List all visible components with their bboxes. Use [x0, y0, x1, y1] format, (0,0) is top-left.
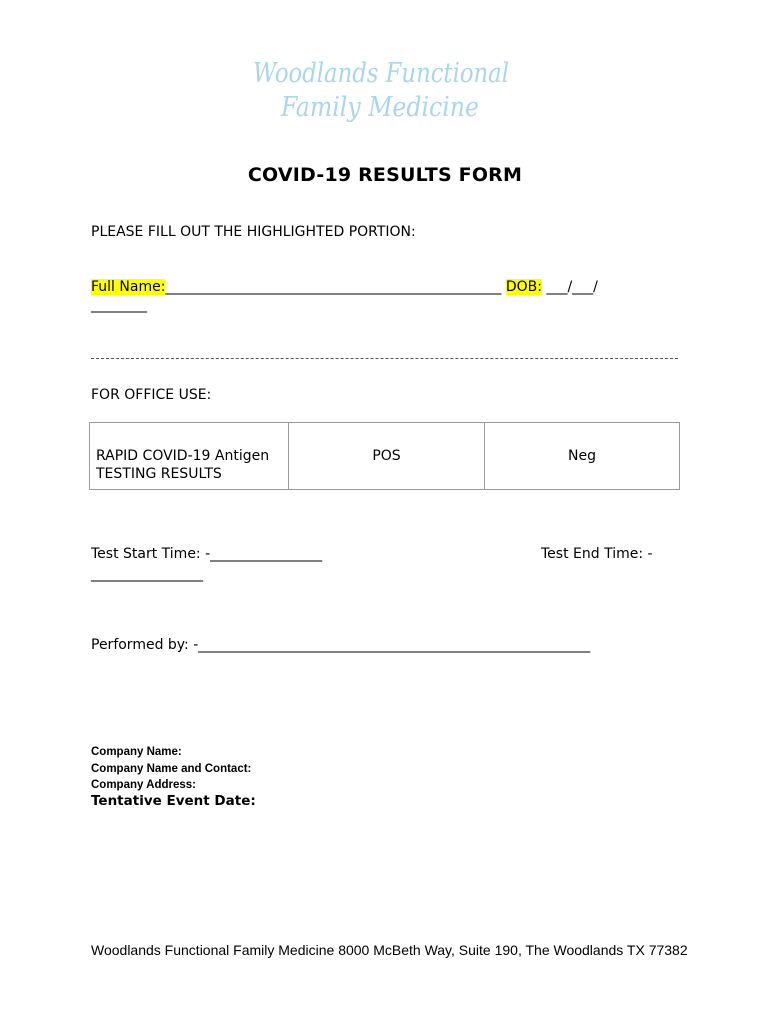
dob-field[interactable]: ___/___/	[542, 279, 598, 295]
test-start-label: Test Start Time: -	[91, 546, 211, 562]
full-name-label: Full Name:	[91, 279, 166, 295]
instruction-text: PLEASE FILL OUT THE HIGHLIGHTED PORTION:	[91, 224, 416, 240]
clinic-logo	[245, 52, 525, 136]
full-name-field[interactable]: ________________________________________________	[165, 279, 502, 295]
table-row	[90, 423, 680, 490]
full-name-row	[91, 279, 598, 295]
results-table	[89, 422, 680, 490]
test-name-cell: RAPID COVID-19 Antigen TESTING RESULTS	[90, 423, 289, 490]
dashed-divider	[91, 358, 678, 359]
company-name-label: Company Name:	[91, 746, 182, 758]
dob-label: DOB:	[505, 279, 542, 295]
test-start-field[interactable]: ________________	[210, 546, 323, 562]
test-start-row	[91, 546, 322, 562]
footer-address: Woodlands Functional Family Medicine 8000 McBeth Way, Suite 190, The Woodlands TX 77382	[91, 942, 688, 958]
pos-cell[interactable]: POS	[289, 423, 485, 490]
company-name-contact-label: Company Name and Contact:	[91, 762, 252, 775]
company-address-label: Company Address:	[91, 779, 197, 791]
company-info	[91, 744, 251, 794]
performed-by-field[interactable]: ________________________________________________________	[198, 637, 591, 653]
logo-line1: Woodlands Functional	[253, 58, 509, 89]
tentative-event-date-label: Tentative Event Date:	[91, 793, 256, 809]
office-use-label: FOR OFFICE USE:	[91, 387, 212, 403]
test-end-label: Test End Time: -	[541, 546, 653, 562]
dob-field-continued[interactable]: ________	[91, 297, 147, 313]
logo-line2: Family Medicine	[280, 92, 479, 123]
performed-by-row	[91, 637, 590, 653]
test-end-field[interactable]: ________________	[91, 566, 203, 582]
neg-cell[interactable]: Neg	[485, 423, 680, 490]
form-title: COVID-19 RESULTS FORM	[247, 164, 523, 186]
performed-by-label: Performed by: -	[91, 637, 199, 653]
